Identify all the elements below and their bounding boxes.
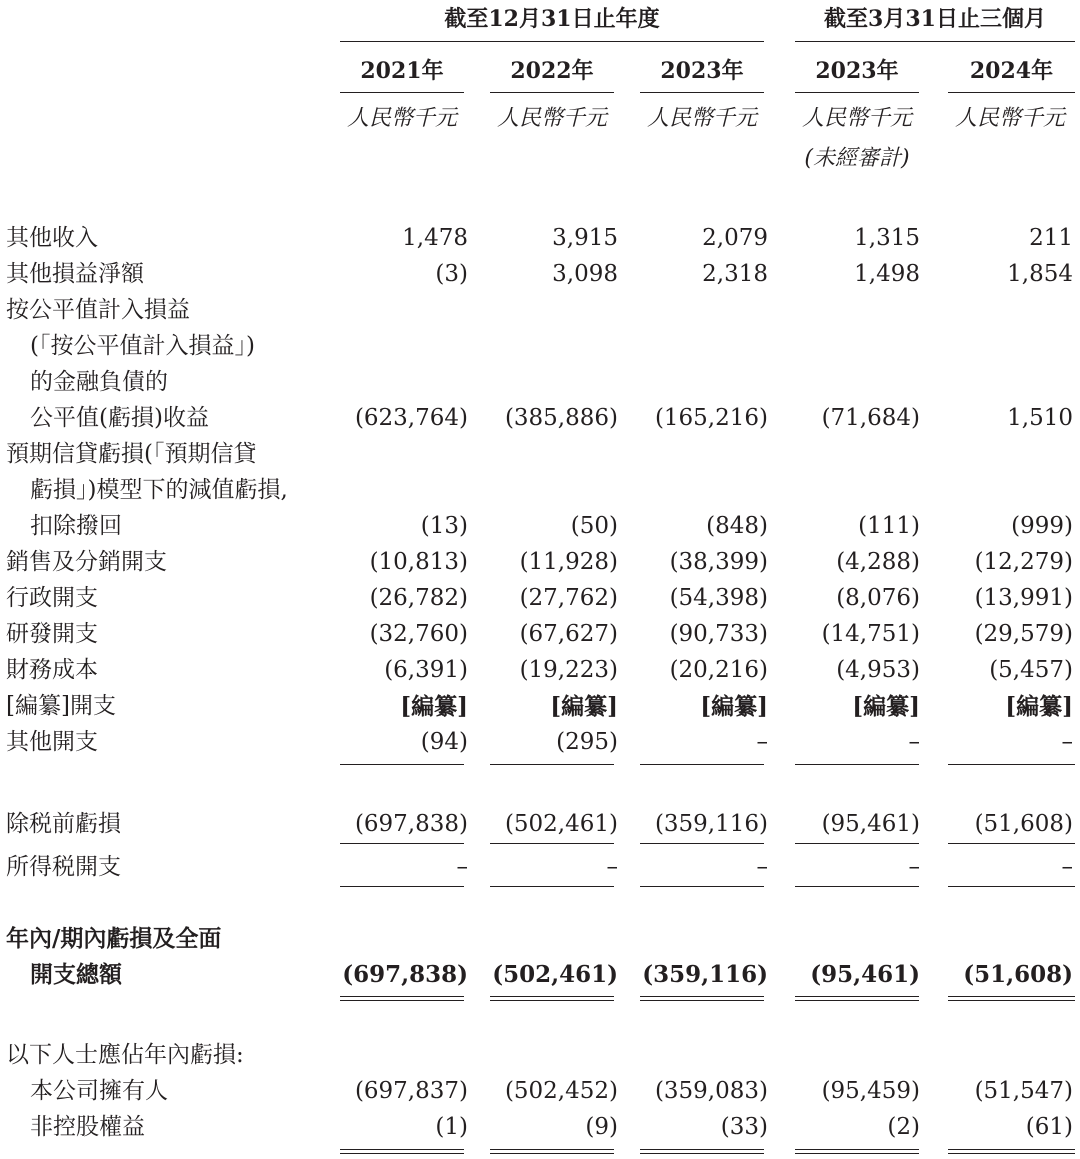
unit-label-3: 人民幣千元: [646, 106, 757, 131]
value-cell: (29,579): [974, 621, 1073, 647]
value-cell: (697,838): [342, 961, 468, 988]
value-cell: (4,953): [836, 657, 920, 683]
row-label: 財務成本: [6, 657, 98, 683]
value-cell: (32,760): [369, 621, 468, 647]
value-cell: (502,452): [504, 1078, 618, 1104]
row-label: 銷售及分銷開支: [6, 549, 167, 575]
value-cell: –: [908, 729, 920, 755]
value-cell: (95,461): [821, 811, 920, 837]
total-double-rule: [490, 1149, 614, 1150]
value-cell: (295): [556, 729, 618, 755]
unit-label-2: 人民幣千元: [496, 106, 607, 131]
row-label: 本公司擁有人: [30, 1078, 168, 1104]
total-double-rule: [640, 996, 764, 997]
subtotal-rule: [948, 764, 1075, 765]
rule-year-5: [948, 92, 1075, 93]
value-cell: (50): [570, 513, 618, 539]
total-double-rule: [948, 1153, 1075, 1154]
value-cell: (54,398): [669, 585, 768, 611]
value-cell: (61): [1025, 1114, 1073, 1140]
total-double-rule: [640, 1149, 764, 1150]
rule-year-4: [795, 92, 919, 93]
group-header-fiscal-year: 截至12月31日止年度: [444, 6, 660, 32]
value-cell: [編纂]: [550, 693, 618, 720]
total-double-rule: [640, 1000, 764, 1001]
subtotal-rule: [490, 764, 614, 765]
group-header-three-months: 截至3月31日止三個月: [824, 6, 1046, 32]
value-cell: (6,391): [384, 657, 468, 683]
rule-year-3: [640, 92, 764, 93]
total-double-rule: [795, 1153, 919, 1154]
value-cell: (359,116): [642, 961, 768, 988]
row-label: 按公平值計入損益: [6, 297, 190, 323]
value-cell: (165,216): [654, 405, 768, 431]
total-double-rule: [340, 1000, 464, 1001]
value-cell: (51,608): [974, 811, 1073, 837]
row-label: 所得税開支: [6, 854, 121, 880]
value-cell: 1,478: [402, 225, 468, 251]
subtotal-rule: [640, 764, 764, 765]
total-double-rule: [795, 1149, 919, 1150]
unit-label-5: 人民幣千元: [954, 106, 1065, 131]
year-header-4: 2023年: [815, 58, 899, 84]
total-double-rule: [340, 1149, 464, 1150]
value-cell: 3,098: [552, 261, 618, 287]
unaudited-label: (未經審計): [804, 146, 910, 171]
row-label: 非控股權益: [30, 1114, 145, 1140]
row-label: 虧損」)模型下的減值虧損,: [30, 477, 288, 503]
subtotal-rule: [948, 886, 1075, 887]
row-label: [編纂]開支: [6, 693, 116, 719]
value-cell: (8,076): [836, 585, 920, 611]
value-cell: (19,223): [519, 657, 618, 683]
value-cell: (502,461): [504, 811, 618, 837]
value-cell: 1,854: [1007, 261, 1073, 287]
value-cell: –: [756, 854, 768, 880]
subtotal-rule: [490, 843, 614, 844]
value-cell: (95,461): [810, 961, 920, 988]
year-header-3: 2023年: [660, 58, 744, 84]
value-cell: –: [756, 729, 768, 755]
value-cell: 3,915: [552, 225, 618, 251]
total-double-rule: [340, 1153, 464, 1154]
value-cell: [編纂]: [852, 693, 920, 720]
total-double-rule: [948, 1000, 1075, 1001]
year-header-2: 2022年: [510, 58, 594, 84]
row-label: 扣除撥回: [30, 513, 122, 539]
subtotal-rule: [340, 764, 464, 765]
rule-group-q: [795, 41, 1075, 42]
value-cell: (95,459): [821, 1078, 920, 1104]
row-label: 預期信貸虧損(「預期信貸: [6, 441, 257, 467]
subtotal-rule: [795, 764, 919, 765]
value-cell: (1): [435, 1114, 468, 1140]
value-cell: 1,498: [854, 261, 920, 287]
value-cell: (697,838): [354, 811, 468, 837]
total-double-rule: [490, 1153, 614, 1154]
row-label: 開支總額: [30, 961, 122, 988]
value-cell: (27,762): [519, 585, 618, 611]
rule-year-2: [490, 92, 614, 93]
value-cell: (502,461): [492, 961, 618, 988]
value-cell: (848): [706, 513, 768, 539]
value-cell: (71,684): [821, 405, 920, 431]
row-label: 年內/期內虧損及全面: [6, 925, 222, 952]
value-cell: –: [1061, 854, 1073, 880]
value-cell: (697,837): [354, 1078, 468, 1104]
total-double-rule: [340, 996, 464, 997]
value-cell: (51,547): [974, 1078, 1073, 1104]
value-cell: (12,279): [974, 549, 1073, 575]
value-cell: (14,751): [821, 621, 920, 647]
rule-group-fy: [340, 41, 764, 42]
value-cell: (13,991): [974, 585, 1073, 611]
row-label: 研發開支: [6, 621, 98, 647]
value-cell: (111): [858, 513, 920, 539]
value-cell: 2,079: [702, 225, 768, 251]
subtotal-rule: [340, 843, 464, 844]
value-cell: (385,886): [504, 405, 618, 431]
value-cell: (67,627): [519, 621, 618, 647]
value-cell: –: [1061, 729, 1073, 755]
subtotal-rule: [640, 843, 764, 844]
total-double-rule: [795, 996, 919, 997]
value-cell: [編纂]: [400, 693, 468, 720]
subtotal-rule: [795, 886, 919, 887]
year-header-1: 2021年: [360, 58, 444, 84]
row-label: 除税前虧損: [6, 811, 121, 837]
subtotal-rule: [795, 843, 919, 844]
value-cell: (51,608): [963, 961, 1073, 988]
value-cell: (38,399): [669, 549, 768, 575]
value-cell: (94): [420, 729, 468, 755]
value-cell: –: [456, 854, 468, 880]
value-cell: 2,318: [702, 261, 768, 287]
row-label: 其他損益淨額: [6, 261, 144, 287]
value-cell: (359,083): [654, 1078, 768, 1104]
value-cell: (90,733): [669, 621, 768, 647]
subtotal-rule: [948, 843, 1075, 844]
value-cell: (9): [585, 1114, 618, 1140]
unit-label-1: 人民幣千元: [346, 106, 457, 131]
total-double-rule: [948, 1149, 1075, 1150]
row-label: 的金融負債的: [30, 369, 168, 395]
value-cell: –: [606, 854, 618, 880]
total-double-rule: [948, 996, 1075, 997]
rule-year-1: [340, 92, 464, 93]
row-label: 以下人士應佔年內虧損:: [6, 1042, 244, 1068]
value-cell: [編纂]: [700, 693, 768, 720]
value-cell: 211: [1029, 225, 1073, 251]
value-cell: (33): [720, 1114, 768, 1140]
unit-label-4: 人民幣千元: [801, 106, 912, 131]
value-cell: –: [908, 854, 920, 880]
value-cell: (623,764): [354, 405, 468, 431]
row-label: 公平值(虧損)收益: [30, 405, 209, 431]
row-label: 其他開支: [6, 729, 98, 755]
value-cell: (10,813): [369, 549, 468, 575]
value-cell: (3): [435, 261, 468, 287]
total-double-rule: [490, 996, 614, 997]
value-cell: (5,457): [989, 657, 1073, 683]
value-cell: (20,216): [669, 657, 768, 683]
value-cell: (11,928): [519, 549, 618, 575]
row-label: 其他收入: [6, 225, 98, 251]
year-header-5: 2024年: [969, 58, 1054, 84]
value-cell: (26,782): [369, 585, 468, 611]
total-double-rule: [640, 1153, 764, 1154]
total-double-rule: [795, 1000, 919, 1001]
row-label: 行政開支: [6, 585, 98, 611]
value-cell: 1,315: [854, 225, 920, 251]
value-cell: (13): [420, 513, 468, 539]
subtotal-rule: [640, 886, 764, 887]
value-cell: (359,116): [654, 811, 768, 837]
row-label: (「按公平值計入損益」): [30, 333, 255, 359]
value-cell: (999): [1011, 513, 1073, 539]
value-cell: [編纂]: [1005, 693, 1073, 720]
total-double-rule: [490, 1000, 614, 1001]
value-cell: (4,288): [836, 549, 920, 575]
subtotal-rule: [490, 886, 614, 887]
value-cell: 1,510: [1007, 405, 1073, 431]
subtotal-rule: [340, 886, 464, 887]
value-cell: (2): [887, 1114, 920, 1140]
